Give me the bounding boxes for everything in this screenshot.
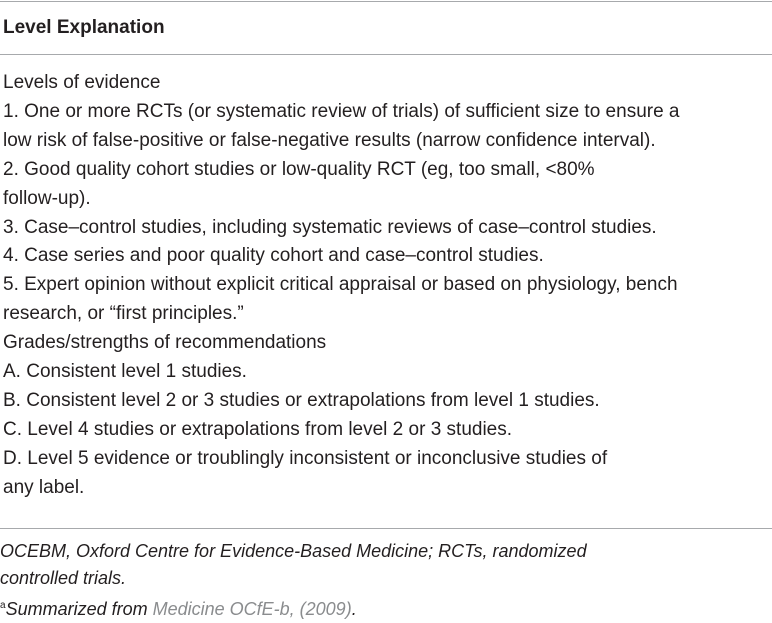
level-line: research, or “first principles.”	[3, 303, 244, 325]
table-bottom-rule	[0, 528, 772, 529]
reference-link[interactable]: Medicine OCfE-b, (2009)	[152, 599, 352, 619]
abbreviations-line-2: controlled trials.	[0, 568, 127, 588]
table-header: Level Explanation	[3, 17, 165, 38]
abbreviations-footnote	[0, 538, 770, 592]
level-line: 1. One or more RCTs (or systematic review of trials) of sufficient size to ensure a	[3, 100, 680, 122]
level-line: 3. Case–control studies, including systematic reviews of case–control studies.	[3, 216, 657, 238]
grade-line: any label.	[3, 476, 85, 498]
table-footnotes	[0, 538, 770, 623]
summary-footnote	[0, 592, 770, 623]
grade-line: B. Consistent level 2 or 3 studies or extrapolations from level 1 studies.	[3, 389, 600, 411]
summary-suffix: .	[351, 599, 357, 619]
abbreviations-line-1: OCEBM, Oxford Centre for Evidence-Based Medicine; RCTs, randomized	[0, 541, 587, 561]
level-line: 5. Expert opinion without explicit critical appraisal or based on physiology, bench	[3, 274, 678, 296]
header-rule	[0, 54, 772, 55]
level-line: 4. Case series and poor quality cohort and case–control studies.	[3, 245, 544, 267]
grade-line: D. Level 5 evidence or troublingly inconsistent or inconclusive studies of	[3, 447, 608, 469]
levels-heading: Levels of evidence	[3, 72, 161, 93]
grade-line: C. Level 4 studies or extrapolations from level 2 or 3 studies.	[3, 418, 513, 440]
level-line: low risk of false-positive or false-negative results (narrow confidence interval).	[3, 129, 656, 151]
grade-line: A. Consistent level 1 studies.	[3, 361, 247, 383]
grades-heading: Grades/strengths of recommendations	[3, 332, 327, 354]
footnote-marker: a	[0, 600, 6, 611]
level-line: 2. Good quality cohort studies or low-quality RCT (eg, too small, <80%	[3, 158, 595, 180]
table-body	[3, 69, 771, 503]
table-top-rule	[0, 1, 772, 2]
summary-prefix: Summarized from	[5, 599, 153, 619]
level-line: follow-up).	[3, 187, 91, 209]
